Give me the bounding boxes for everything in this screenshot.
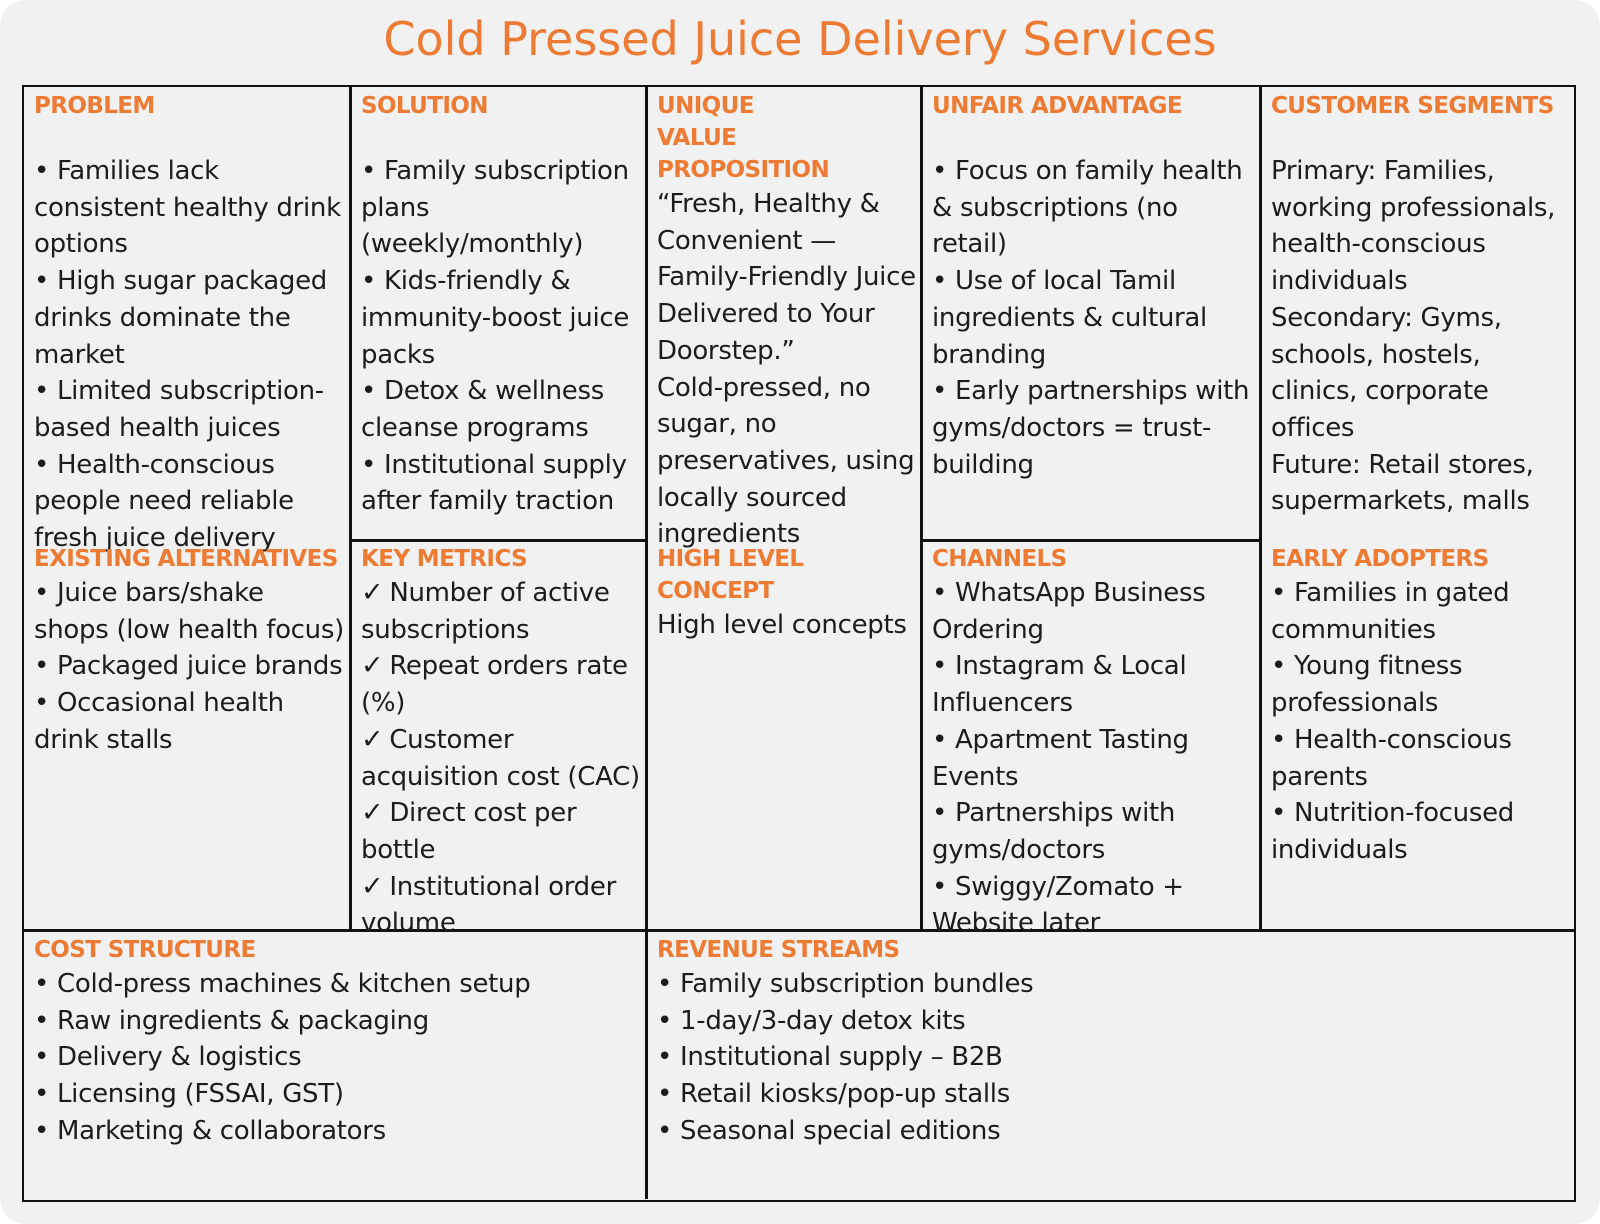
bullet-list <box>1271 575 1571 869</box>
concept-text: High level concepts <box>657 610 907 640</box>
section-heading: UNIQUE VALUE PROPOSITION <box>657 93 830 183</box>
metrics-list <box>361 575 641 942</box>
channels-section <box>932 543 1257 942</box>
list-item: • Nutrition-focused individuals <box>1271 798 1515 865</box>
list-item: • Kids-friendly & immunity-boost juice packs <box>361 266 630 370</box>
list-item: • 1-day/3-day detox kits <box>657 1005 966 1036</box>
list-item: • Use of local Tamil ingredients & cultural branding <box>932 266 1207 370</box>
solution-section <box>361 90 641 520</box>
section-heading: SOLUTION <box>361 93 488 119</box>
section-heading: HIGH LEVEL CONCEPT <box>657 546 804 604</box>
list-item: • Partnerships with gyms/doctors <box>932 798 1176 865</box>
page-title: Cold Pressed Juice Delivery Services <box>383 12 1217 66</box>
list-item: • Juice bars/shake shops (low health focus) <box>34 578 344 645</box>
list-item: • Institutional supply – B2B <box>657 1042 1003 1073</box>
cost-structure-section <box>34 934 639 1150</box>
list-item: • WhatsApp Business Ordering <box>932 578 1206 645</box>
section-heading: EARLY ADOPTERS <box>1271 546 1489 572</box>
bullet-list <box>361 153 641 520</box>
bullet-list <box>34 153 346 557</box>
uvp-section <box>657 90 919 553</box>
list-item: • Health-conscious people need reliable fresh juice delivery <box>34 449 294 554</box>
list-item: Primary: Families, working professionals, health-conscious individuals <box>1271 156 1556 297</box>
list-item: • Delivery & logistics <box>34 1042 302 1073</box>
checkmark-icon: ✓ <box>361 870 384 902</box>
list-item: • Family subscription plans (weekly/monthly) <box>361 156 629 260</box>
divider <box>1259 87 1262 930</box>
unfair-advantage-section <box>932 90 1257 483</box>
section-heading: REVENUE STREAMS <box>657 937 900 963</box>
list-item: • Marketing & collaborators <box>34 1115 386 1146</box>
list-item: • Families in gated communities <box>1271 578 1510 645</box>
bullet-list <box>34 966 639 1150</box>
section-heading: PROBLEM <box>34 93 155 119</box>
customer-segments-section <box>1271 90 1571 520</box>
list-item: ✓ Customer acquisition cost (CAC) <box>361 723 640 792</box>
list-item: • Occasional health drink stalls <box>34 688 284 755</box>
list-item: • Institutional supply after family traction <box>361 449 627 517</box>
canvas-grid <box>22 85 1576 1202</box>
divider <box>349 539 647 542</box>
list-item: • Swiggy/Zomato + Website later <box>932 871 1184 939</box>
divider <box>24 929 1574 932</box>
divider <box>645 87 648 1199</box>
uvp-detail: Cold-pressed, no sugar, no preservatives, using locally sourced ingredients <box>657 372 915 550</box>
divider <box>920 539 1261 542</box>
checkmark-icon: ✓ <box>361 650 384 682</box>
revenue-streams-section <box>657 934 1557 1150</box>
bullet-list <box>657 966 1557 1150</box>
bullet-list <box>34 575 346 759</box>
bullet-list <box>932 575 1257 942</box>
bullet-list <box>932 153 1257 483</box>
checkmark-icon: ✓ <box>361 577 384 608</box>
divider <box>920 87 923 930</box>
section-heading: CHANNELS <box>932 546 1067 572</box>
checkmark-icon: ✓ <box>361 797 384 829</box>
list-item: ✓ Number of active subscriptions <box>361 577 610 645</box>
section-heading: COST STRUCTURE <box>34 937 256 963</box>
key-metrics-section <box>361 543 641 942</box>
existing-alternatives-section <box>34 543 346 759</box>
divider <box>349 87 352 930</box>
list-item: • Families lack consistent healthy drink options <box>34 156 341 260</box>
high-level-concept-section <box>657 543 919 644</box>
list-item: Secondary: Gyms, schools, hostels, clinics, corporate offices <box>1271 302 1502 443</box>
list-item: • Young fitness professionals <box>1271 651 1463 719</box>
section-heading: UNFAIR ADVANTAGE <box>932 93 1182 119</box>
list-item: • Focus on family health & subscriptions (no retail) <box>932 156 1243 260</box>
list-item: • Family subscription bundles <box>657 969 1034 999</box>
list-item: • High sugar packaged drinks dominate the market <box>34 266 328 370</box>
section-heading: CUSTOMER SEGMENTS <box>1271 93 1554 119</box>
list-item: ✓ Direct cost per bottle <box>361 797 577 865</box>
list-item: • Raw ingredients & packaging <box>34 1005 429 1036</box>
list-item: ✓ Institutional order volume <box>361 870 616 939</box>
list-item: • Apartment Tasting Events <box>932 724 1189 792</box>
segments-list <box>1271 153 1571 520</box>
list-item: ✓ Repeat orders rate (%) <box>361 650 628 719</box>
list-item: • Early partnerships with gyms/doctors = trust-building <box>932 376 1250 480</box>
list-item: • Instagram & Local Influencers <box>932 651 1187 719</box>
list-item: Future: Retail stores, supermarkets, malls <box>1271 449 1534 517</box>
section-heading: KEY METRICS <box>361 546 528 572</box>
list-item: • Retail kiosks/pop-up stalls <box>657 1079 1010 1110</box>
checkmark-icon: ✓ <box>361 723 384 755</box>
list-item: • Health-conscious parents <box>1271 724 1512 792</box>
list-item: • Detox & wellness cleanse programs <box>361 376 604 443</box>
section-heading: EXISTING ALTERNATIVES <box>34 546 338 572</box>
list-item: • Cold-press machines & kitchen setup <box>34 969 531 999</box>
uvp-quote: “Fresh, Healthy & Convenient — Family-Friendly Juice Delivered to Your Doorstep.” <box>657 189 916 366</box>
early-adopters-section <box>1271 543 1571 869</box>
list-item: • Seasonal special editions <box>657 1115 1001 1146</box>
list-item: • Limited subscription-based health juices <box>34 376 324 443</box>
problem-section <box>34 90 346 557</box>
list-item: • Packaged juice brands <box>34 651 343 682</box>
list-item: • Licensing (FSSAI, GST) <box>34 1079 344 1110</box>
